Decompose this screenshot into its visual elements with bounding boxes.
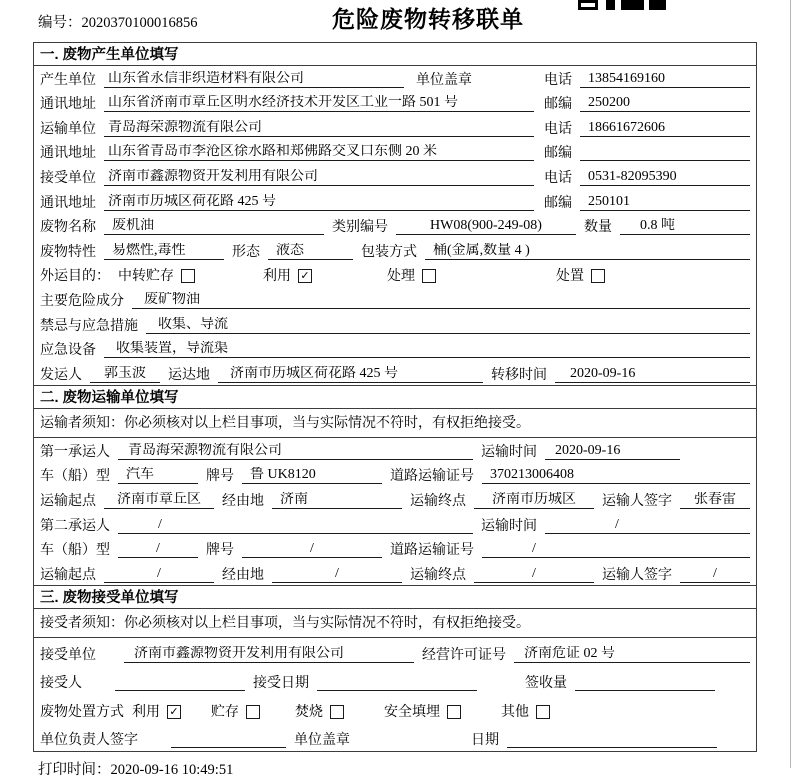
form-row [34,263,756,288]
field-label: 经由地 [222,567,264,583]
field-value: 易燃性,毒性 [104,243,224,260]
field-label: 通讯地址 [40,195,96,211]
form-row [34,694,756,722]
field-value: 收集装置，导流渠 [104,341,750,358]
field-value: / [272,566,402,583]
field-label: 运输时间 [481,518,537,534]
checkbox-label: 中转贮存 [118,269,174,285]
form-row [34,723,756,751]
form-row [34,361,756,386]
form-row [34,537,756,562]
field-value: / [680,566,750,583]
field-label: 发运人 [40,367,82,383]
field-label: 车（船）型 [40,469,110,485]
page-edge-line [790,0,791,768]
form-row [34,638,756,666]
section-transporter [33,385,757,587]
unchecked-checkbox-icon [181,269,195,283]
field-value: 汽车 [118,467,198,484]
form-row [34,337,756,362]
field-label: 接受日期 [253,676,309,692]
field-label: 接受单位 [40,170,96,186]
field-label: 主要危险成分 [40,293,124,309]
field-label: 运输终点 [410,493,466,509]
field-label: 运输终点 [410,567,466,583]
print-time [38,758,796,779]
field-label: 转移时间 [491,367,547,383]
field-value: 收集、导流 [146,317,750,334]
form-row [34,115,756,140]
field-value: 郭玉波 [90,366,160,383]
field-label: 运输单位 [40,121,96,137]
field-label: 运输人签字 [602,493,672,509]
checkbox [501,705,550,720]
field-value: 桶(金属,数量 4 ) [425,243,750,260]
field-label: 单位负责人签字 [40,732,138,748]
field-label: 电话 [544,72,572,88]
form-row [34,666,756,694]
field-label: 日期 [471,732,499,748]
field-value [115,675,245,691]
field-value: / [482,541,750,558]
qr-code-fragment [578,0,666,10]
field-label: 接受人 [40,676,82,692]
field-value: 0531-82095390 [580,169,750,186]
transporter-notice: 运输者须知：你必须核对以上栏目事项，当与实际情况不符时，有权拒绝接受。 [34,409,756,438]
field-value: 鲁 UK8120 [242,467,382,484]
checked-checkbox-icon: ✓ [167,705,181,719]
receiver-notice: 接受者须知：你必须核对以上栏目事项，当与实际情况不符时，有权拒绝接受。 [34,609,756,638]
form-row [34,487,756,512]
field-value: 山东省济南市章丘区明水经济技术开发区工业一路 501 号 [104,95,534,112]
unchecked-checkbox-icon [536,705,550,719]
field-value: 济南市历城区荷花路 425 号 [104,194,534,211]
field-label: 禁忌与应急措施 [40,318,138,334]
field-label: 运输起点 [40,567,96,583]
field-label: 类别编号 [332,220,388,236]
field-value [507,732,717,748]
form-row [34,91,756,116]
checkbox-label: 利用 [132,704,160,720]
field-label: 通讯地址 [40,97,96,113]
field-label: 运输人签字 [602,567,672,583]
checkbox-checked [263,269,312,284]
field-value: / [242,541,382,558]
field-value [575,675,715,691]
field-label: 邮编 [544,195,572,211]
checkbox-checked [132,705,181,720]
unchecked-checkbox-icon [591,269,605,283]
field-value: 济南市鑫源物资开发利用有限公司 [124,646,414,663]
field-label: 通讯地址 [40,146,96,162]
field-value: / [118,517,473,534]
checkbox [118,269,195,284]
checkbox-label: 处置 [556,269,584,285]
checkbox-label: 利用 [263,269,291,285]
field-label: 数量 [584,220,612,236]
field-value: 13854169160 [580,71,750,88]
field-value: 济南市历城区 [474,492,594,509]
field-label: 包装方式 [361,244,417,260]
checked-checkbox-icon: ✓ [298,269,312,283]
checkbox [211,705,260,720]
field-value: 18661672606 [580,120,750,137]
field-value: / [474,566,594,583]
field-label: 牌号 [206,469,234,485]
field-value: HW08(900-249-08) [396,218,576,235]
field-value: 废矿物油 [132,292,750,309]
field-label: 产生单位 [40,72,96,88]
checkbox-label: 处理 [387,269,415,285]
field-value: / [545,517,750,534]
field-value: 山东省青岛市李沧区徐水路和郑佛路交叉口东侧 20 米 [104,144,534,161]
form-row [34,66,756,91]
document-header [0,0,796,42]
checkbox-label: 贮存 [211,704,239,720]
field-label: 经由地 [222,493,264,509]
unchecked-checkbox-icon [246,705,260,719]
field-label: 道路运输证号 [390,543,474,559]
field-label: 运输时间 [481,444,537,460]
field-label: 运输起点 [40,493,96,509]
field-label: 经营许可证号 [422,648,506,664]
field-label: 道路运输证号 [390,469,474,485]
section-receiver [33,585,757,752]
field-label: 运达地 [168,367,210,383]
field-value: 济南 [272,492,402,509]
field-label: 废物特性 [40,244,96,260]
print-time-value: 2020-09-16 10:49:51 [110,761,234,778]
checkbox-label: 安全填埋 [384,704,440,720]
page-title: 危险废物转移联单 [332,6,524,32]
field-value: 济南市历城区荷花路 425 号 [218,366,483,383]
field-label: 签收量 [525,676,567,692]
unchecked-checkbox-icon [447,705,461,719]
field-label: 邮编 [544,97,572,113]
field-value [317,675,477,691]
unchecked-checkbox-icon [422,269,436,283]
field-value: 2020-09-16 [545,443,680,460]
field-value: 青岛海荣源物流有限公司 [104,120,534,137]
field-value: 济南危证 02 号 [514,646,750,663]
field-label: 单位盖章 [416,72,472,88]
checkbox-label: 焚烧 [295,704,323,720]
form-row [34,512,756,537]
form-row [34,214,756,239]
field-label: 车（船）型 [40,543,110,559]
field-label: 形态 [232,244,260,260]
form-row [34,463,756,488]
field-label: 废物名称 [40,220,96,236]
form-row [34,312,756,337]
form-row [34,164,756,189]
field-label: 应急设备 [40,343,96,359]
checkbox-label: 其他 [501,704,529,720]
field-label: 第一承运人 [40,444,110,460]
field-value: 液态 [268,243,353,260]
field-value: 2020-09-16 [555,366,750,383]
field-value: 370213006408 [482,467,750,484]
section-producer [33,42,757,387]
field-label: 邮编 [544,146,572,162]
field-value [580,145,750,161]
checkbox [295,705,344,720]
section-receiver-header: 三. 废物接受单位填写 [34,586,756,609]
field-value: 250101 [580,194,750,211]
form-row [34,140,756,165]
doc-number [38,11,198,32]
field-label: 外运目的： [40,269,110,285]
field-value: / [118,541,198,558]
field-value: 青岛海荣源物流有限公司 [118,443,473,460]
field-value: 250200 [580,95,750,112]
field-value: / [104,566,214,583]
unchecked-checkbox-icon [330,705,344,719]
section-producer-header: 一. 废物产生单位填写 [34,43,756,66]
form-row [34,438,756,463]
form-row [34,238,756,263]
form-row [34,189,756,214]
field-value: 0.8 吨 [620,218,750,235]
field-value: 济南市鑫源物资开发利用有限公司 [104,169,534,186]
field-label: 废物处置方式 [40,704,124,720]
field-value: 济南市章丘区 [104,492,214,509]
checkbox [556,269,605,284]
field-value: 张春雷 [680,492,750,509]
checkbox [387,269,436,284]
doc-number-label: 编号： [38,15,82,31]
doc-number-value: 2020370100016856 [81,15,198,31]
form-row [34,561,756,586]
field-value: 山东省永信非织造材料有限公司 [104,71,404,88]
field-label: 电话 [544,170,572,186]
field-value [171,732,286,748]
field-label: 牌号 [206,543,234,559]
field-label: 接受单位 [40,648,96,664]
field-label: 第二承运人 [40,518,110,534]
section-transporter-header: 二. 废物运输单位填写 [34,386,756,409]
field-label: 电话 [544,121,572,137]
field-value: 废机油 [104,218,324,235]
checkbox [384,705,461,720]
form-row [34,287,756,312]
field-label: 单位盖章 [294,732,350,748]
print-time-label: 打印时间： [38,761,111,778]
